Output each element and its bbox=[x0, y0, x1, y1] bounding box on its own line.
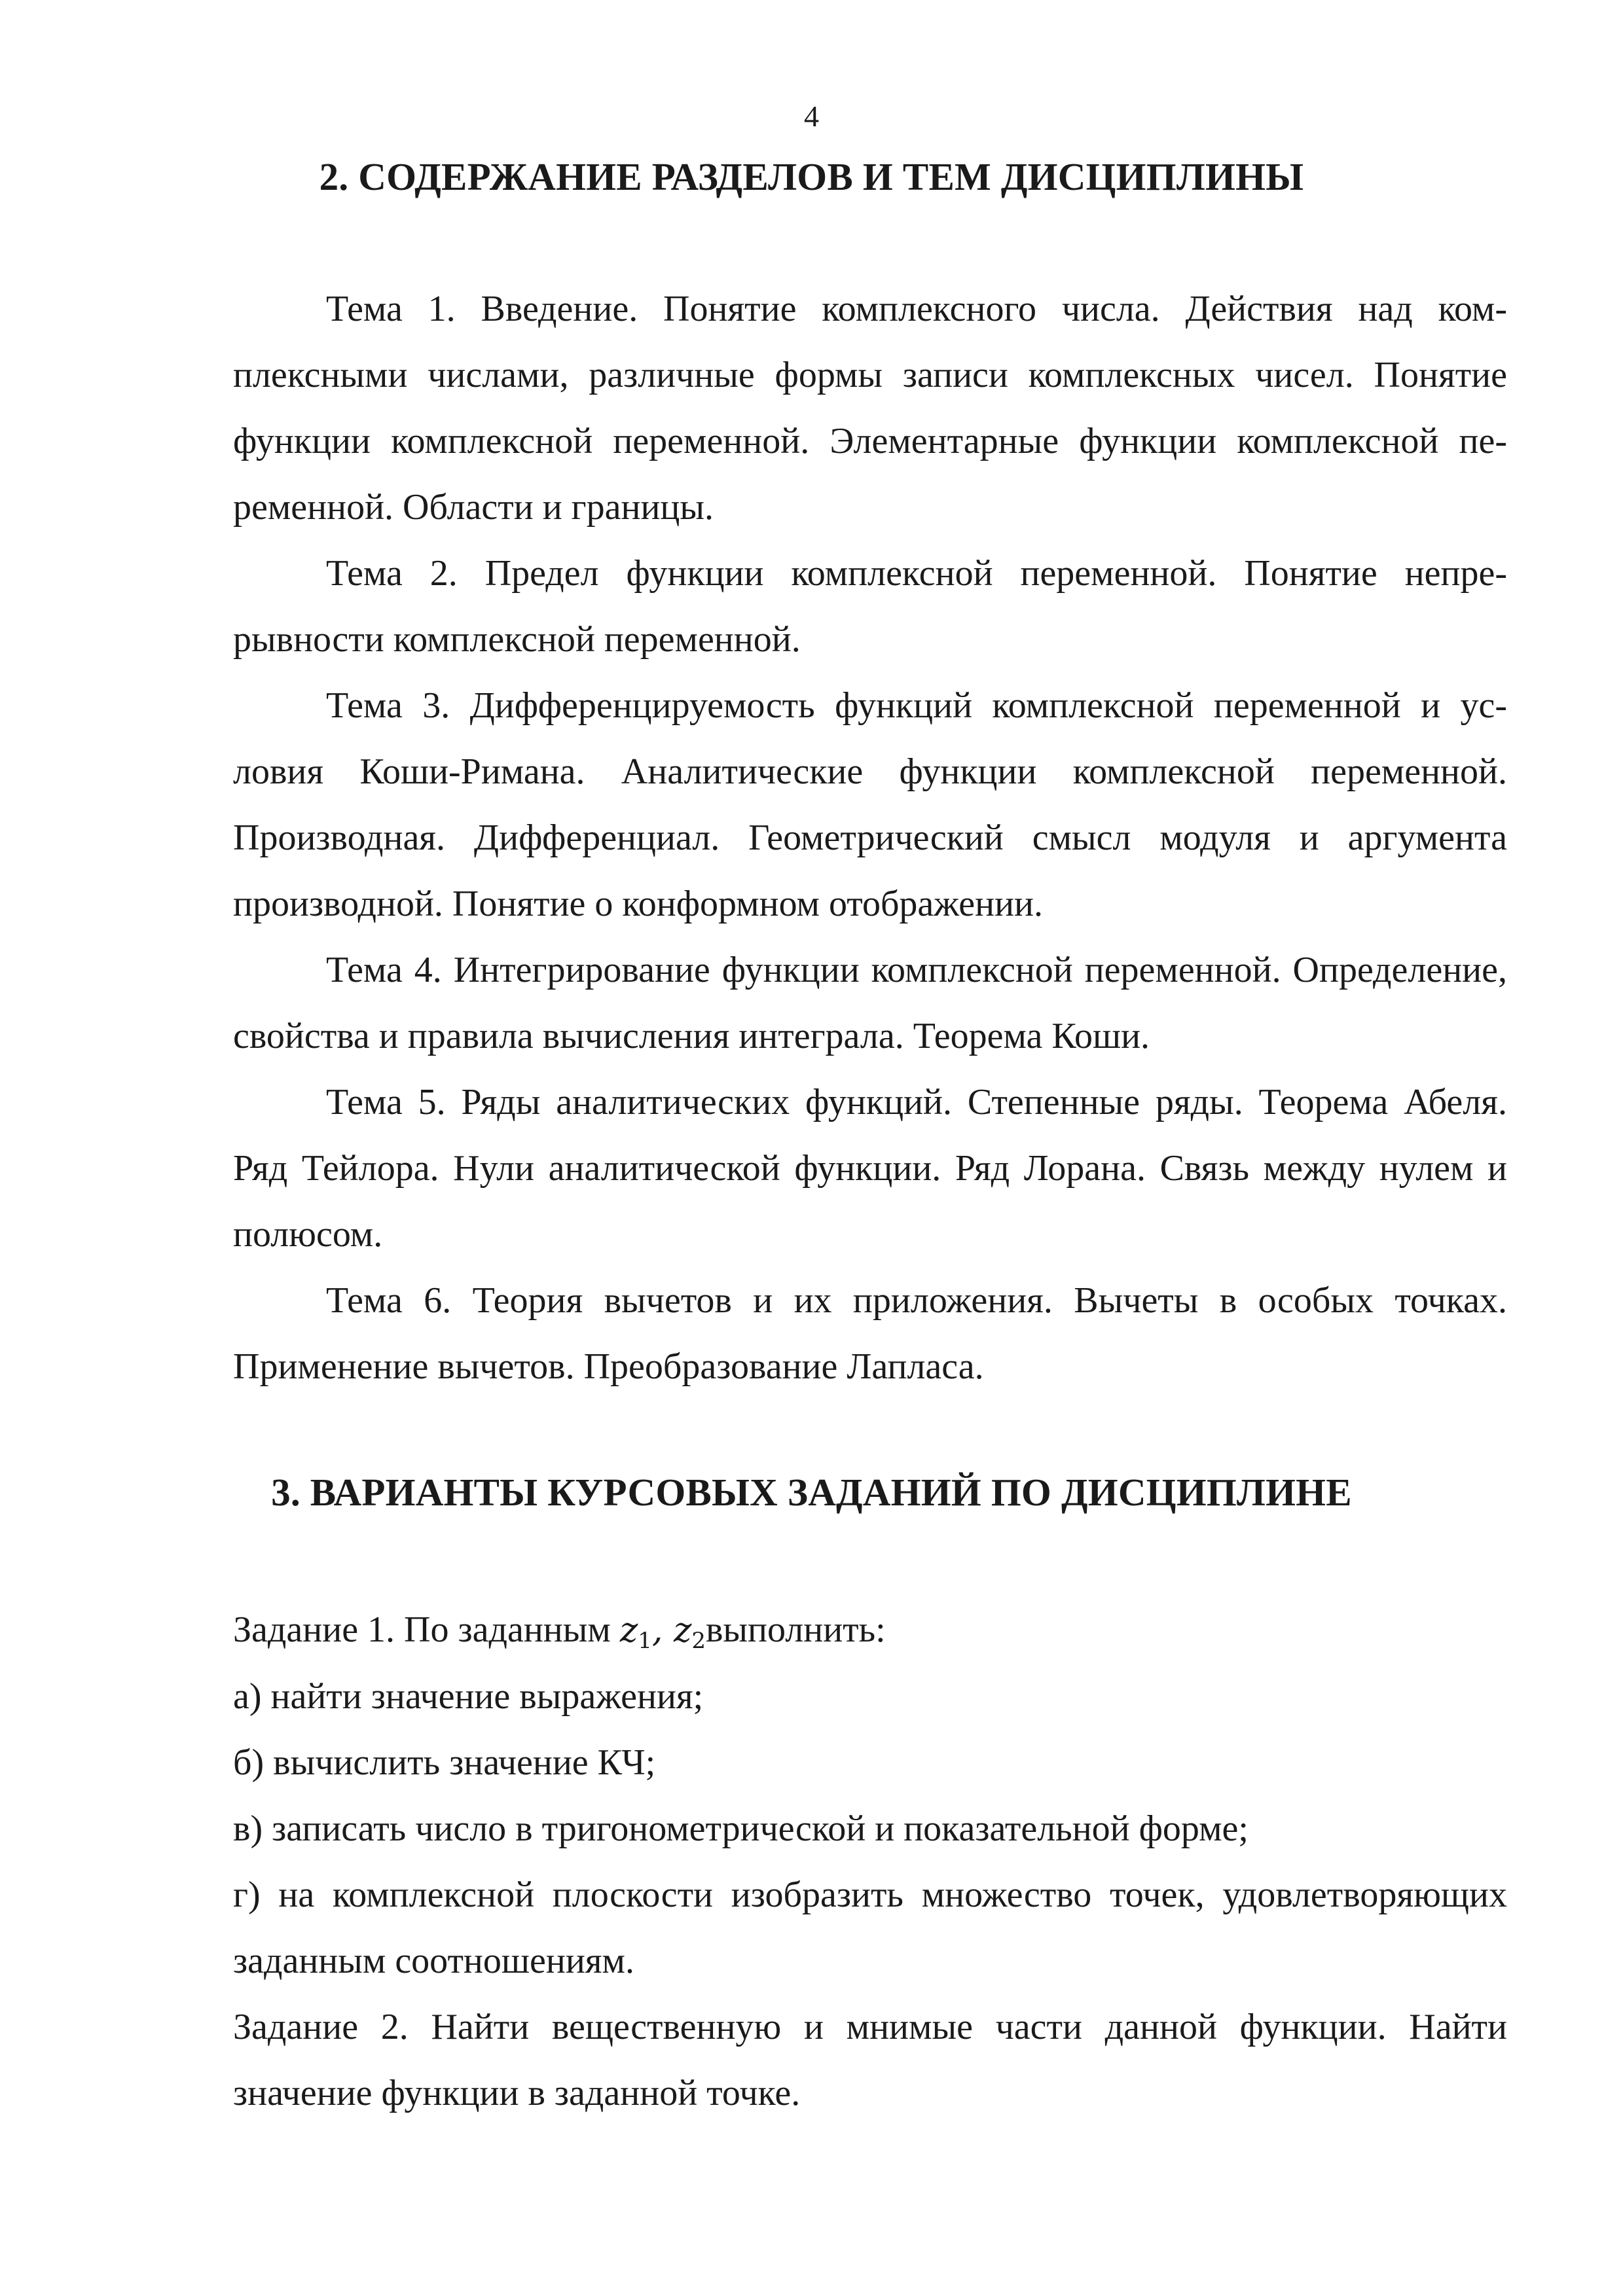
topic-4: Тема 4. Интегрирование функции комплексной переменной. Определение, свойства и правила вычисления интеграла. Теорема Коши. bbox=[233, 950, 1507, 1056]
task-1-intro-text: Задание 1. По заданным bbox=[233, 1609, 620, 1650]
page-number: 4 bbox=[804, 99, 819, 133]
task-2: Задание 2. Найти вещественную и мнимые части данной функции. Найти значение функции в заданной точке. bbox=[233, 2007, 1507, 2113]
variable-separator: , bbox=[651, 1611, 674, 1650]
topic-3: Тема 3. Дифференцируемость функций комплексной переменной и условия Коши-Римана. Аналитические функции комплексной переменной. Производная. Дифференциал. Геометрический смысл модуля и аргумента производной. Понятие о конформном отображении. bbox=[233, 685, 1507, 924]
task-1-item-c: в) записать число в тригонометрической и показательной форме; bbox=[233, 1808, 1249, 1849]
topic-1: Тема 1. Введение. Понятие комплексного числа. Действия над комплексными числами, различные формы записи комплексных чисел. Понятие функции комплексной переменной. Элементарные функции комплексной переменной. Области и границы. bbox=[233, 289, 1507, 528]
task-1-intro-end: выполнить: bbox=[705, 1609, 886, 1650]
z1-variable: $z_1$ bbox=[619, 1611, 652, 1654]
tasks-list bbox=[233, 1597, 1507, 2126]
topic-6: Тема 6. Теория вычетов и их приложения. Вычеты в особых точках. Применение вычетов. Преобразование Лапласа. bbox=[233, 1280, 1507, 1387]
topic-5: Тема 5. Ряды аналитических функций. Степенные ряды. Теорема Абеля. Ряд Тейлора. Нули аналитической функции. Ряд Лорана. Связь между нулем и полюсом. bbox=[233, 1082, 1507, 1255]
topic-2: Тема 2. Предел функции комплексной переменной. Понятие непрерывности комплексной переменной. bbox=[233, 553, 1507, 660]
task-1-item-b: б) вычислить значение КЧ; bbox=[233, 1742, 656, 1783]
section-3-heading: 3. ВАРИАНТЫ КУРСОВЫХ ЗАДАНИЙ ПО ДИСЦИПЛИНЕ bbox=[271, 1471, 1352, 1514]
z2-variable: $z_2$ bbox=[673, 1611, 706, 1654]
section-2-heading: 2. СОДЕРЖАНИЕ РАЗДЕЛОВ И ТЕМ ДИСЦИПЛИНЫ bbox=[319, 155, 1304, 198]
task-1-item-d: г) на комплексной плоскости изобразить множество точек, удовлетворяющих заданным соотношениям. bbox=[233, 1874, 1507, 1981]
topics-list bbox=[233, 276, 1507, 1400]
task-1-intro bbox=[233, 1597, 1507, 1664]
task-1-item-a: а) найти значение выражения; bbox=[233, 1676, 704, 1717]
